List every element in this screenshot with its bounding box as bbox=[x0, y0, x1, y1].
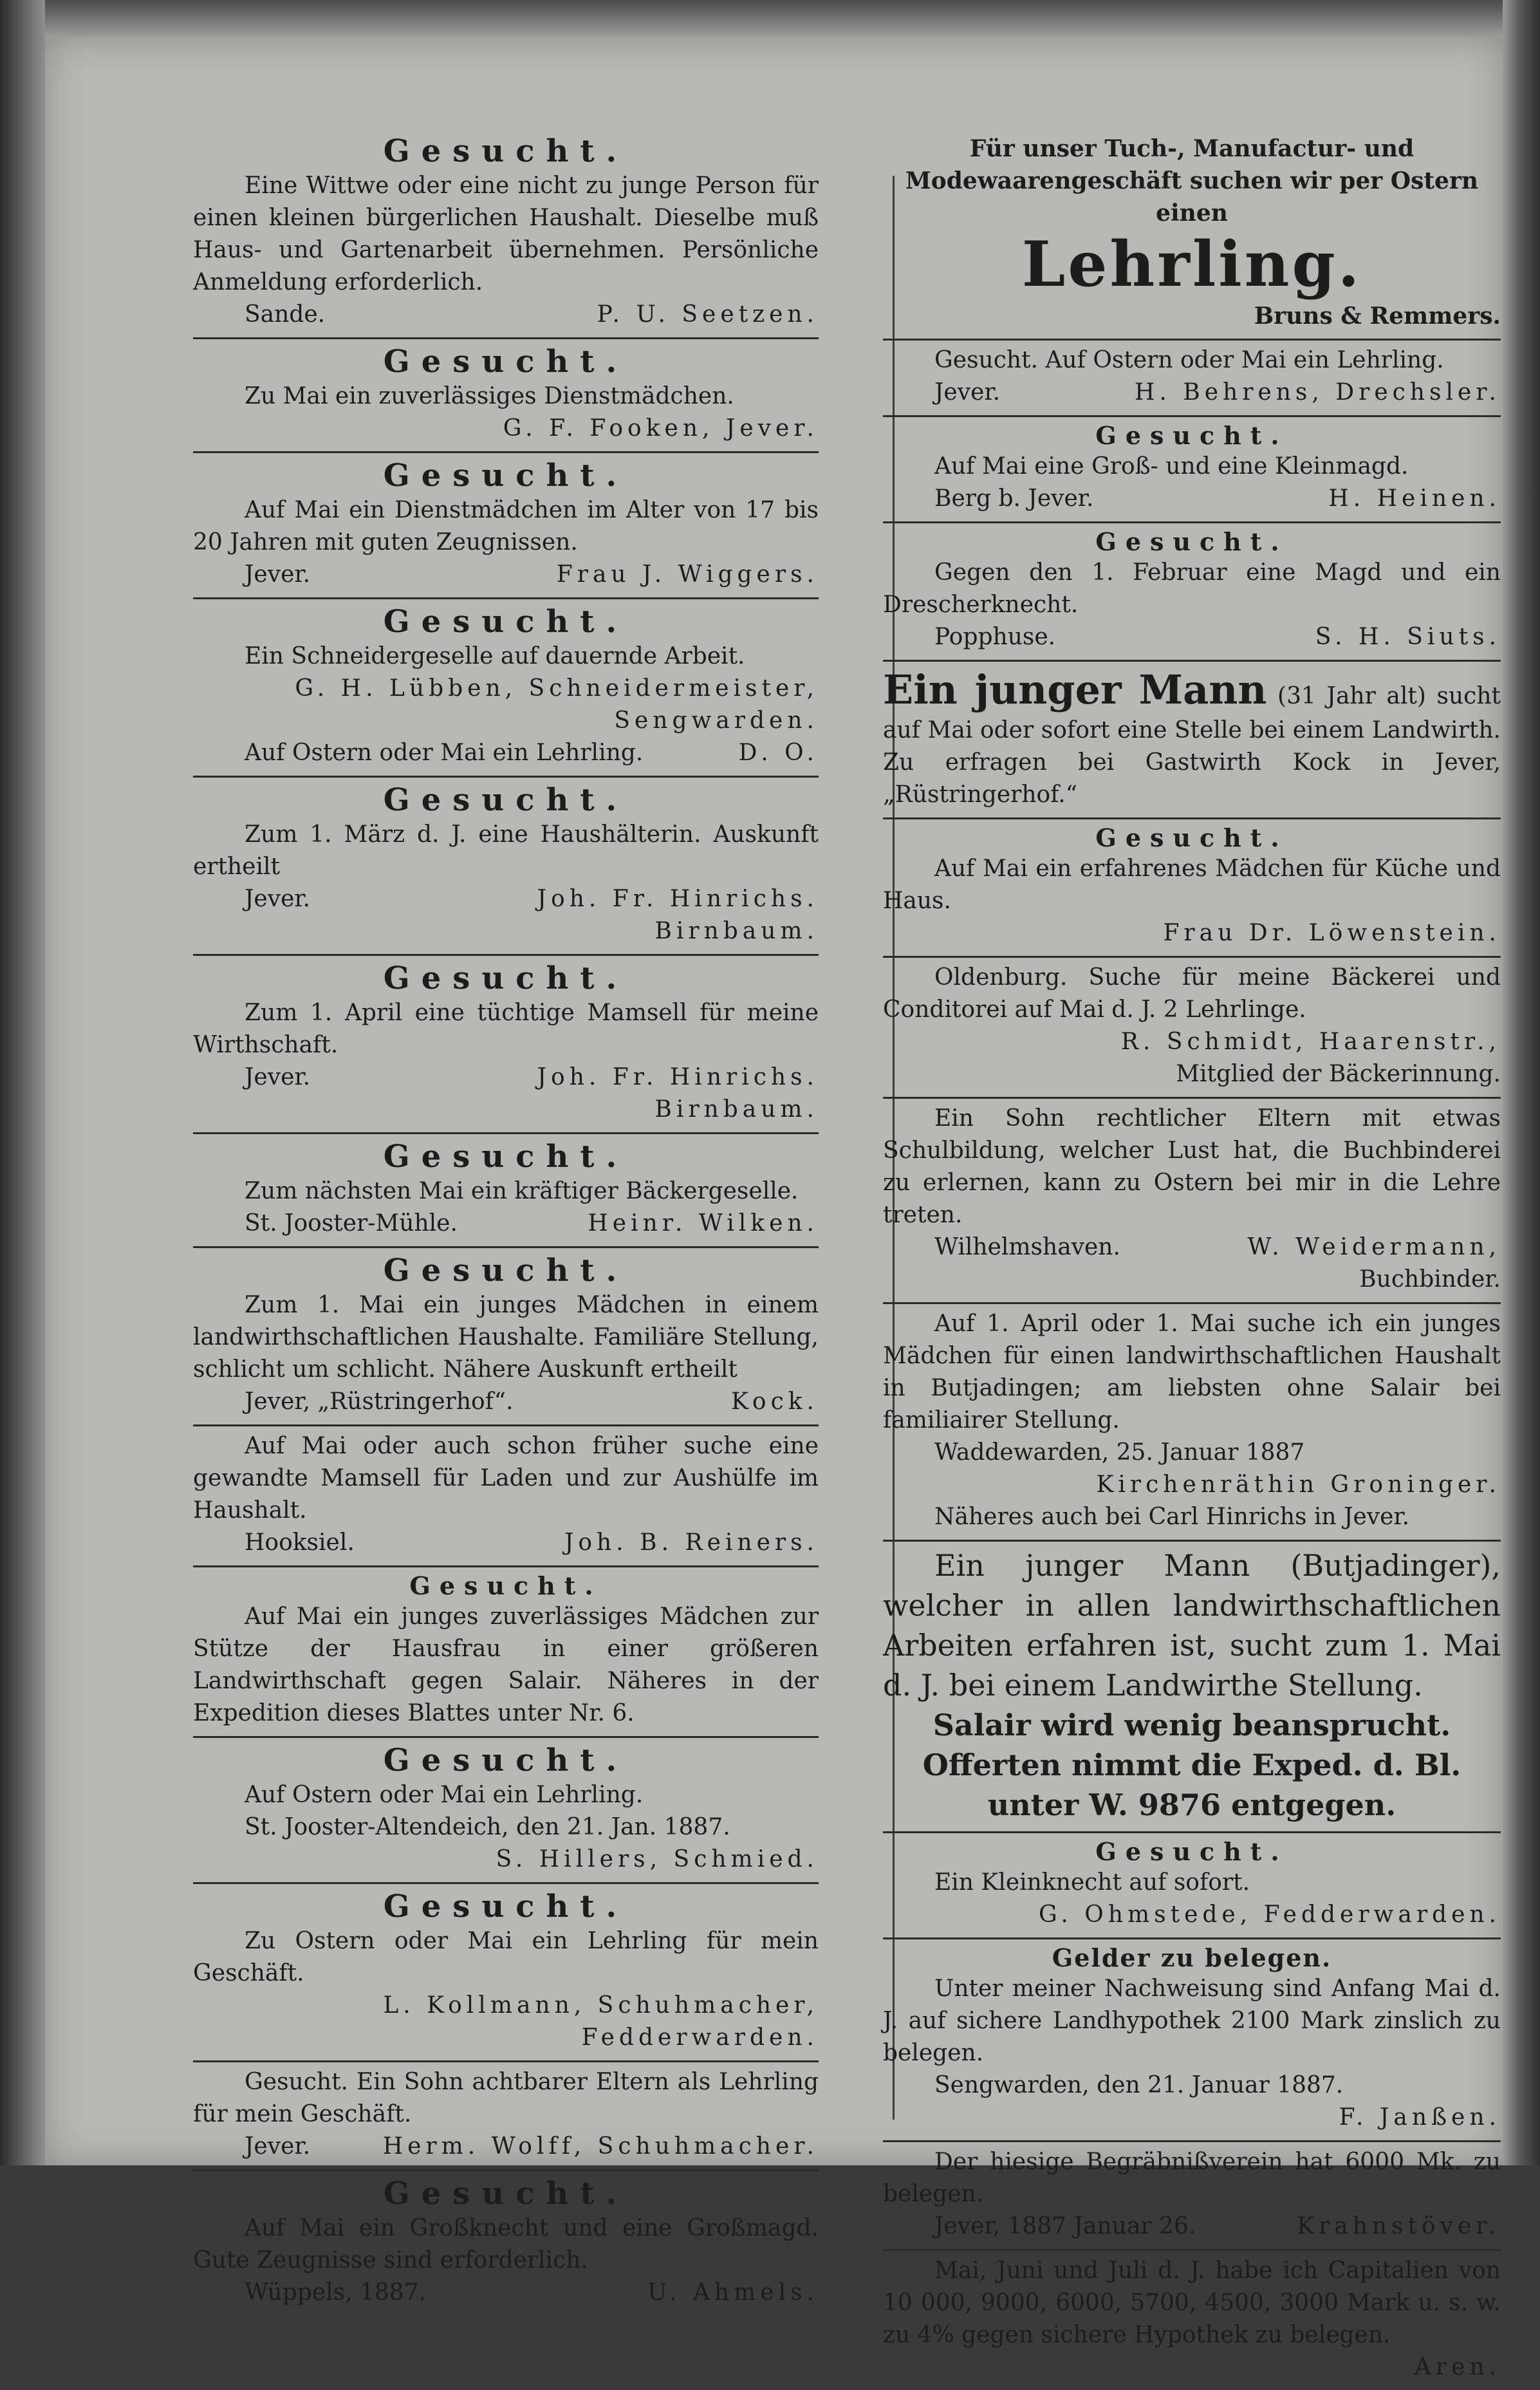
ad-text: Auf Mai eine Groß- und eine Kleinmagd. bbox=[934, 453, 1409, 480]
ad-heading: Gesucht. bbox=[383, 133, 629, 169]
ad-gesucht bbox=[193, 453, 819, 599]
ad-text: Ein junger Mann (Butjadinger), welcher in allen landwirthschaftlichen Arbeiten erfahren ist, sucht zum 1. Mai d. J. bei einem Landwirthe Stellung. bbox=[883, 1548, 1501, 1703]
ad-text: Mai, Juni und Juli d. J. habe ich Capitalien von 10 000, 9000, 6000, 5700, 4500, 3000 Mark u. s. w. zu 4% gegen sichere Hypothek zu belegen. bbox=[883, 2257, 1501, 2348]
ad-date: Sengwarden, den 21. Januar 1887. bbox=[934, 2072, 1344, 2098]
ad-place: Wilhelmshaven. bbox=[934, 1234, 1120, 1260]
scan-edge-right bbox=[1503, 0, 1540, 2165]
scan-edge-top bbox=[0, 0, 1540, 37]
ad-text: Ein Sohn rechtlicher Eltern mit etwas Schulbildung, welcher Lust hat, die Buchbinderei zu erlernen, kann zu Ostern bei mir in die Lehre treten. bbox=[883, 1105, 1501, 1228]
ad-signature: Frau J. Wiggers. bbox=[556, 561, 819, 588]
ad-signature: Bruns & Remmers. bbox=[1254, 303, 1501, 330]
ad-text: Auf Mai ein junges zuverlässiges Mädchen zur Stütze der Hausfrau in einer größeren Landwirthschaft gegen Salair. Näheres in der Expedition dieses Blattes unter Nr. 6. bbox=[193, 1603, 819, 1726]
ad-signature: G. H. Lübben, Schneidermeister, bbox=[295, 675, 819, 702]
ad-butjadinger bbox=[883, 1542, 1501, 1833]
ad-signature: Kirchenräthin Groninger. bbox=[1096, 1471, 1501, 1498]
ad-signature: F. Janßen. bbox=[1339, 2104, 1501, 2131]
ad-junger-mann-31 bbox=[883, 662, 1501, 819]
ad-text: (31 Jahr alt) sucht auf Mai oder sofort eine Stelle bei einem Landwirth. Zu erfragen bei Gastwirth Kock in Jever, „Rüstringerhof.“ bbox=[883, 683, 1501, 808]
ad-place: Jever. bbox=[245, 886, 311, 912]
ad-place: Berg b. Jever. bbox=[934, 485, 1094, 512]
ad-bruns-remmers bbox=[883, 129, 1501, 341]
ad-gelder bbox=[883, 1939, 1501, 2142]
ad-signature: Aren. bbox=[1414, 2354, 1501, 2380]
ad-heading: Gesucht. bbox=[1095, 1837, 1288, 1866]
ad-signature-line2: Buchbinder. bbox=[1359, 1266, 1501, 1293]
ad-place: Popphuse. bbox=[934, 624, 1056, 650]
ad-begraebnisverein bbox=[883, 2142, 1501, 2251]
ad-place: Wüppels, 1887. bbox=[245, 2279, 427, 2306]
ad-text: Für unser Tuch-, Manufactur- und Modewaarengeschäft suchen wir per Ostern einen bbox=[905, 135, 1479, 227]
ad-date: Waddewarden, 25. Januar 1887 bbox=[934, 1439, 1305, 1466]
ad-text: Unter meiner Nachweisung sind Anfang Mai d. J. auf sichere Landhypothek 2100 Mark zinslich zu belegen. bbox=[883, 1975, 1501, 2066]
ad-extra-signature: D. O. bbox=[738, 740, 819, 766]
ad-text: Auf Mai ein Großknecht und eine Großmagd. Gute Zeugnisse sind erforderlich. bbox=[193, 2215, 819, 2273]
ad-gesucht bbox=[193, 1884, 819, 2062]
right-column bbox=[883, 129, 1501, 2390]
ad-signature-line2: Fedderwarden. bbox=[581, 2024, 819, 2051]
ad-gesucht bbox=[193, 956, 819, 1134]
ad-gesucht bbox=[193, 2171, 819, 2315]
ad-gesucht bbox=[193, 129, 819, 339]
ad-heading: Gesucht. bbox=[383, 782, 629, 818]
ad-heading: Gesucht. bbox=[383, 1139, 629, 1175]
ad-signature-line2: S. Hillers, Schmied. bbox=[496, 1846, 819, 1872]
ad-text: Zum 1. Mai ein junges Mädchen in einem landwirthschaftlichen Haushalte. Familiäre Stellung, schlicht um schlicht. Nähere Auskunft ertheilt bbox=[193, 1292, 819, 1383]
ad-gesucht bbox=[193, 1738, 819, 1884]
ad-groninger bbox=[883, 1304, 1501, 1542]
ad-text: Eine Wittwe oder eine nicht zu junge Person für einen kleinen bürgerlichen Haushalt. Dieselbe muß Haus- und Gartenarbeit übernehmen. Persönliche Anmeldung erforderlich. bbox=[193, 173, 819, 295]
ad-text: Gesucht. Auf Ostern oder Mai ein Lehrling. bbox=[934, 347, 1444, 373]
ad-place: St. Jooster-Altendeich, den 21. Jan. 1887. bbox=[245, 1814, 730, 1840]
ad-heading: Gesucht. bbox=[1095, 823, 1288, 852]
ad-heading: Gesucht. bbox=[383, 1253, 629, 1289]
ad-signature: L. Kollmann, Schuhmacher, bbox=[383, 1992, 819, 2019]
ad-signature: Krahnstöver. bbox=[1297, 2213, 1501, 2239]
ad-gesucht bbox=[193, 1134, 819, 1248]
ad-heading: Gesucht. bbox=[383, 1889, 629, 1925]
ad-schmidt bbox=[883, 958, 1501, 1099]
ad-heading: Gesucht. bbox=[409, 1571, 602, 1600]
ad-ohmstede bbox=[883, 1833, 1501, 1939]
ad-signature-line2: Sengwarden. bbox=[614, 707, 819, 734]
ad-gesucht bbox=[193, 339, 819, 453]
ad-signature: S. H. Siuts. bbox=[1315, 624, 1501, 650]
ad-heading: Gesucht. bbox=[383, 1742, 629, 1778]
left-column bbox=[193, 129, 819, 2315]
ad-text: Zum 1. März d. J. eine Haushälterin. Auskunft ertheilt bbox=[193, 821, 819, 880]
ad-text: Gegen den 1. Februar eine Magd und ein Drescherknecht. bbox=[883, 559, 1501, 618]
ad-text: Zu Mai ein zuverlässiges Dienstmädchen. bbox=[245, 383, 734, 409]
ad-behrens bbox=[883, 341, 1501, 417]
ad-heading: Gesucht. bbox=[383, 604, 629, 640]
ad-headline: Ein junger Mann bbox=[883, 666, 1267, 713]
ad-headline: Lehrling. bbox=[1021, 228, 1362, 301]
ad-text: Zu Ostern oder Mai ein Lehrling für mein Geschäft. bbox=[193, 1928, 819, 1986]
ad-heading: Gesucht. bbox=[383, 458, 629, 494]
ad-heinen bbox=[883, 417, 1501, 523]
ad-signature: H. Heinen. bbox=[1328, 485, 1501, 512]
ad-text: Ein Kleinknecht auf sofort. bbox=[934, 1869, 1250, 1896]
ad-heading: Gesucht. bbox=[1095, 421, 1288, 450]
ad-text: Oldenburg. Suche für meine Bäckerei und Conditorei auf Mai d. J. 2 Lehrlinge. bbox=[883, 964, 1501, 1023]
ad-heading: Gelder zu belegen. bbox=[1052, 1943, 1332, 1972]
ad-signature: Frau Dr. Löwenstein. bbox=[1163, 920, 1501, 946]
ad-signature: Herm. Wolff, Schuhmacher. bbox=[382, 2133, 819, 2160]
ad-place: Hooksiel. bbox=[245, 1529, 355, 1556]
ad-signature-line2: Mitglied der Bäckerinnung. bbox=[1176, 1061, 1501, 1087]
ad-signature: U. Ahmels. bbox=[647, 2279, 819, 2306]
ad-text: Gesucht. Ein Sohn achtbarer Eltern als Lehrling für mein Geschäft. bbox=[193, 2069, 819, 2127]
ad-loewenstein bbox=[883, 819, 1501, 958]
ad-signature-line2: Birnbaum. bbox=[654, 918, 819, 944]
ad-signature-line2: Birnbaum. bbox=[654, 1096, 819, 1123]
ad-signature: Joh. Fr. Hinrichs. bbox=[537, 886, 819, 912]
ad-signature: H. Behrens, Drechsler. bbox=[1134, 379, 1501, 406]
ad-weidermann bbox=[883, 1099, 1501, 1304]
ad-place: Jever, 1887 Januar 26. bbox=[934, 2213, 1196, 2239]
ad-signature: Heinr. Wilken. bbox=[588, 1210, 819, 1237]
ad-heading: Gesucht. bbox=[1095, 527, 1288, 556]
ad-heading: Gesucht. bbox=[383, 344, 629, 380]
ad-signature: P. U. Seetzen. bbox=[597, 301, 819, 328]
ad-place: Jever. bbox=[245, 561, 311, 588]
ad-gesucht bbox=[193, 599, 819, 778]
ad-signature: W. Weidermann, bbox=[1247, 1234, 1501, 1260]
ad-text: Zum nächsten Mai ein kräftiger Bäckergeselle. bbox=[245, 1178, 799, 1204]
ad-signature: Kock. bbox=[730, 1388, 819, 1415]
ad-text: Auf Mai ein Dienstmädchen im Alter von 17 bis 20 Jahren mit guten Zeugnissen. bbox=[193, 497, 819, 555]
ad-text: Der hiesige Begräbnißverein hat 6000 Mk. zu belegen. bbox=[883, 2149, 1501, 2207]
ad-text: Ein Schneidergeselle auf dauernde Arbeit. bbox=[245, 643, 745, 669]
ad-text: Auf 1. April oder 1. Mai suche ich ein junges Mädchen für einen landwirthschaftlichen Haushalt in Butjadingen; am liebsten ohne Salair bei familiairer Stellung. bbox=[883, 1311, 1501, 1433]
ad-siuts bbox=[883, 523, 1501, 662]
ad-gesucht bbox=[193, 1248, 819, 1426]
ad-text: Auf Ostern oder Mai ein Lehrling. bbox=[245, 1782, 644, 1808]
ad-line2: Salair wird wenig beansprucht. bbox=[932, 1708, 1451, 1742]
ad-signature: R. Schmidt, Haarenstr., bbox=[1120, 1029, 1501, 1055]
ad-text: Auf Mai ein erfahrenes Mädchen für Küche und Haus. bbox=[883, 855, 1501, 914]
ad-text: Auf Mai oder auch schon früher suche eine gewandte Mamsell für Laden und zur Aushülfe im Haushalt. bbox=[193, 1433, 819, 1524]
ad-gesucht bbox=[193, 1567, 819, 1738]
ad-place: Jever. bbox=[934, 379, 1001, 406]
ad-gesucht bbox=[193, 2062, 819, 2171]
ad-place: Jever. bbox=[245, 2133, 311, 2160]
ad-signature: G. F. Fooken, Jever. bbox=[503, 415, 819, 442]
ad-line3: Offerten nimmt die Exped. d. Bl. unter W. 9876 entgegen. bbox=[922, 1748, 1461, 1822]
ad-place: St. Jooster-Mühle. bbox=[245, 1210, 458, 1237]
scan-edge-left bbox=[0, 0, 45, 2165]
ad-signature: Joh. B. Reiners. bbox=[564, 1529, 819, 1556]
ad-extra-text: Auf Ostern oder Mai ein Lehrling. bbox=[245, 740, 644, 766]
ad-heading: Gesucht. bbox=[383, 2176, 629, 2212]
ad-signature: Joh. Fr. Hinrichs. bbox=[537, 1064, 819, 1090]
ad-place: Jever, „Rüstringerhof“. bbox=[245, 1388, 514, 1415]
ad-capitalien bbox=[883, 2251, 1501, 2390]
ad-heading: Gesucht. bbox=[383, 960, 629, 996]
ad-text: Zum 1. April eine tüchtige Mamsell für meine Wirthschaft. bbox=[193, 1000, 819, 1058]
ad-gesucht bbox=[193, 778, 819, 956]
ad-gesucht bbox=[193, 1426, 819, 1567]
ad-place: Sande. bbox=[245, 301, 326, 328]
ad-signature: G. Ohmstede, Fedderwarden. bbox=[1038, 1901, 1501, 1928]
ad-note: Näheres auch bei Carl Hinrichs in Jever. bbox=[934, 1504, 1410, 1530]
ad-place: Jever. bbox=[245, 1064, 311, 1090]
